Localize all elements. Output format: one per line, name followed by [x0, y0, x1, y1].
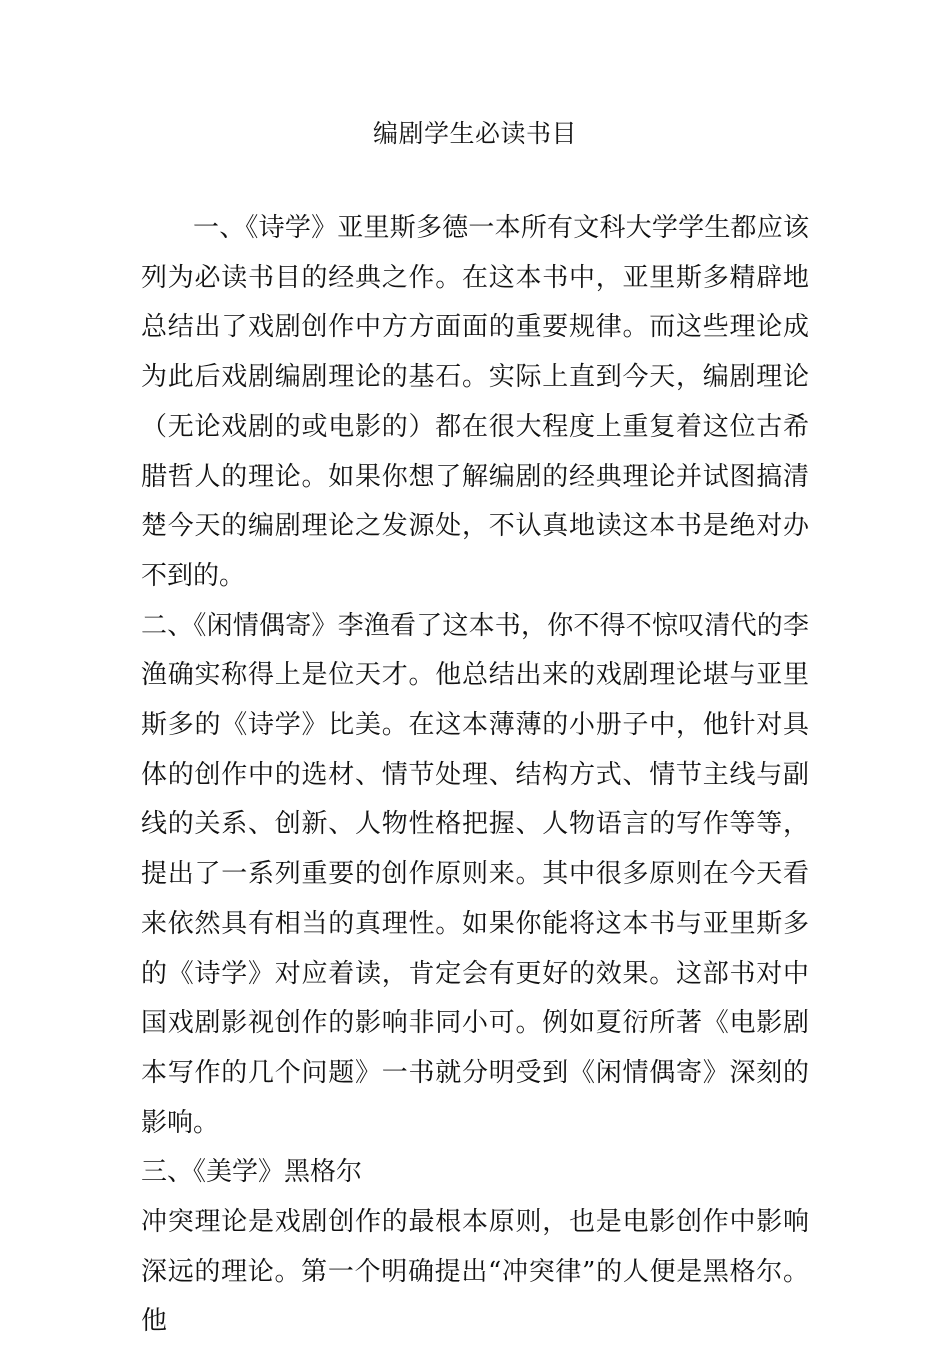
page-title: 编剧学生必读书目: [372, 119, 577, 148]
paragraph-conflict-theory: 冲突理论是戏剧创作的最根本原则，也是电影创作中影响深远的理论。第一个明确提出“冲突律”的人便是黑格尔。他: [141, 1207, 809, 1337]
paragraph-xianqing-ouji: 二、《闲情偶寄》李渔看了这本书，你不得不惊叹清代的李渔确实称得上是位天才。他总结出来的戏剧理论堪与亚里斯多的《诗学》比美。在这本薄薄的小册子中，他针对具体的创作中的选材、情节处理、结构方式、情节主线与副线的关系、创新、人物性格把握、人物语言的写作等等，提出了一系列重要的创作原则来。其中很多原则在今天看来依然具有相当的真理性。如果你能将这本书与亚里斯多的《诗学》对应着读，肯定会有更好的效果。这部书对中国戏剧影视创作的影响非同小可。例如夏衍所著《电影剧本写作的几个问题》一书就分明受到《闲情偶寄》深刻的影响。: [141, 610, 809, 1138]
paragraph-poetics: 一、《诗学》亚里斯多德一本所有文科大学学生都应该列为必读书目的经典之作。在这本书中，亚里斯多精辟地总结出了戏剧创作中方方面面的重要规律。而这些理论成为此后戏剧编剧理论的基石。实际上直到今天，编剧理论（无论戏剧的或电影的）都在很大程度上重复着这位古希腊哲人的理论。如果你想了解编剧的经典理论并试图搞清楚今天的编剧理论之发源处，不认真地读这本书是绝对办不到的。: [141, 213, 809, 591]
document-body: [141, 204, 809, 1347]
paragraph-aesthetics-heading: 三、《美学》黑格尔: [141, 1157, 363, 1188]
